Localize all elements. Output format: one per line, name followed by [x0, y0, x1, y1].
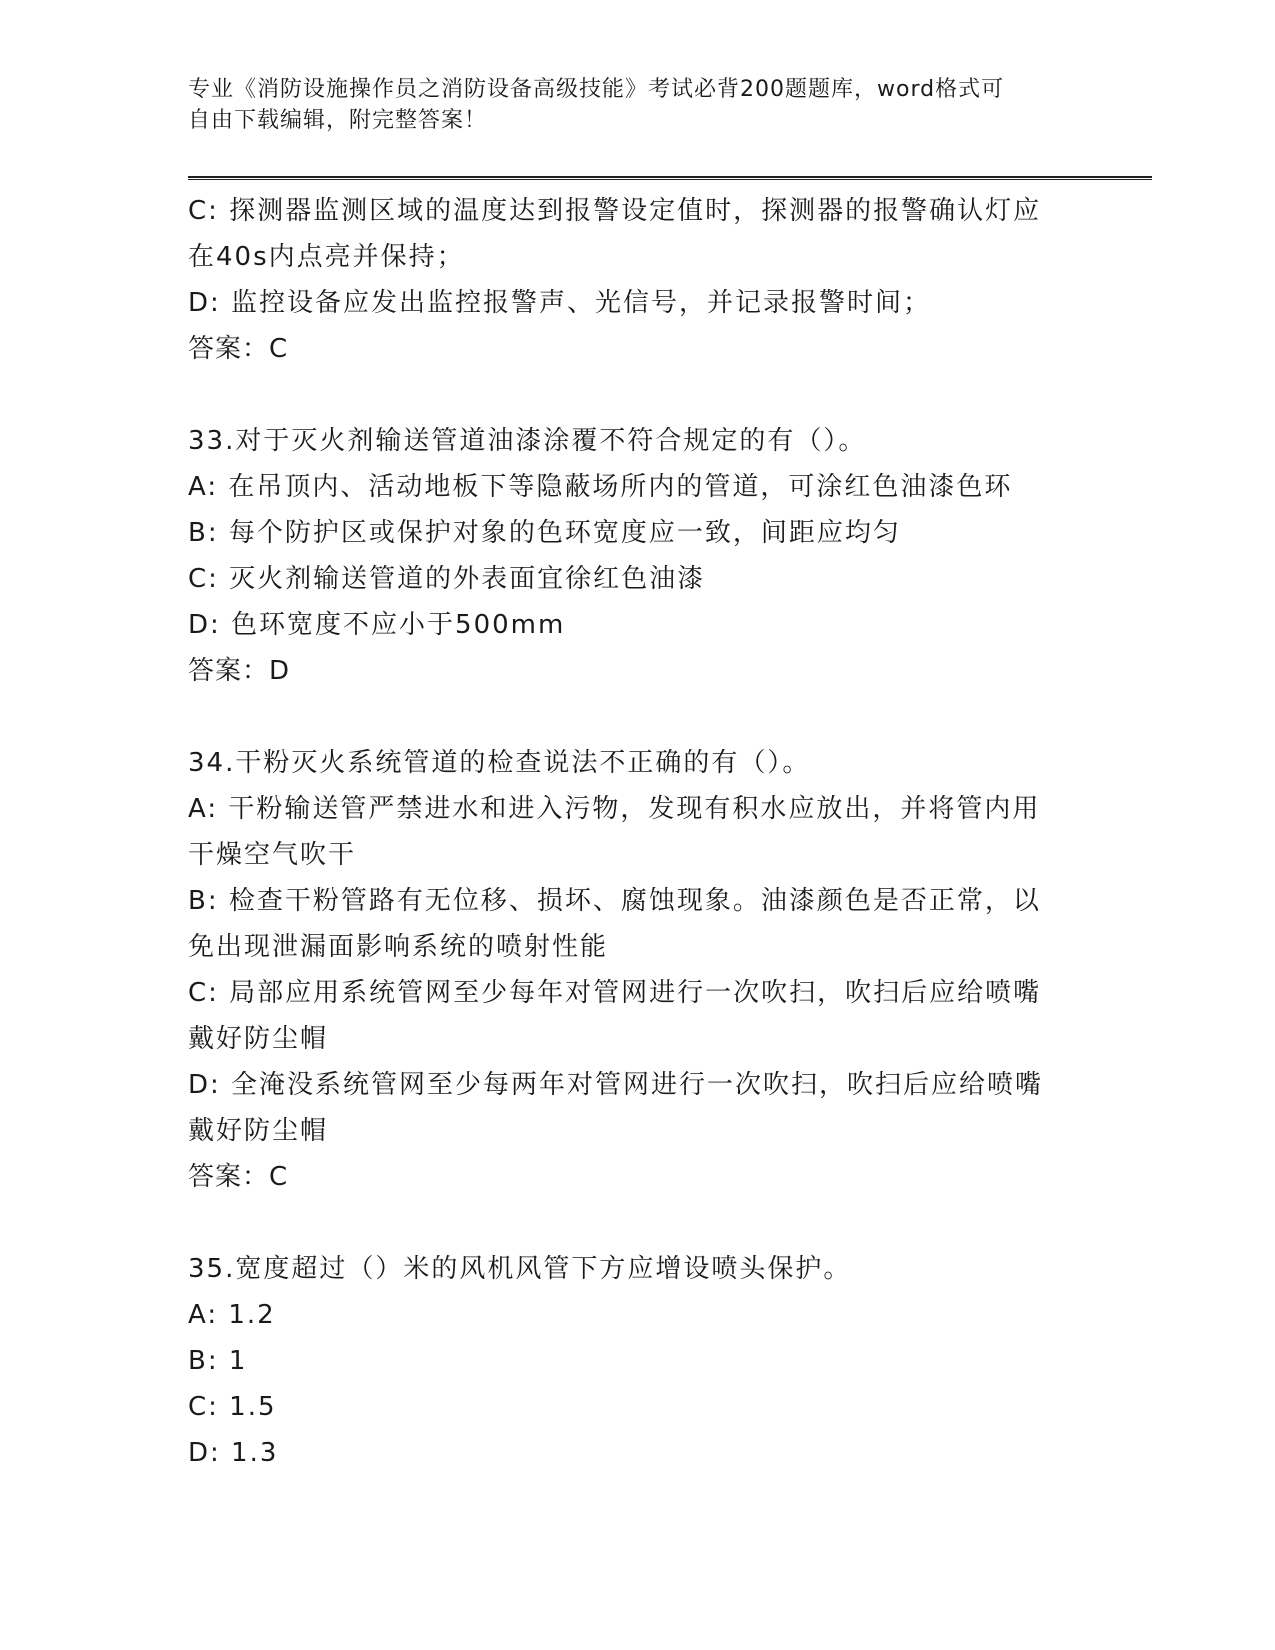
spacer — [188, 372, 1088, 418]
option-c: C: 灭火剂输送管道的外表面宜徐红色油漆 — [188, 564, 706, 594]
option-c-line-1: C: 局部应用系统管网至少每年对管网进行一次吹扫，吹扫后应给喷嘴 — [188, 978, 1042, 1008]
option-d: D: 色环宽度不应小于500mm — [188, 610, 566, 640]
option-d: D: 监控设备应发出监控报警声、光信号，并记录报警时间； — [188, 288, 932, 318]
spacer — [188, 694, 1088, 740]
option-c: C: 1.5 — [188, 1392, 277, 1422]
option-b: B: 每个防护区或保护对象的色环宽度应一致，间距应均匀 — [188, 518, 901, 548]
question-list — [188, 188, 1088, 1476]
option-b-line-1: B: 检查干粉管路有无位移、损坏、腐蚀现象。油漆颜色是否正常，以 — [188, 886, 1041, 916]
question-block-prev — [188, 188, 1088, 372]
question-block-34 — [188, 740, 1088, 1200]
option-a-line-2: 干燥空气吹干 — [188, 840, 357, 870]
option-d: D: 1.3 — [188, 1438, 279, 1468]
option-d-line-2: 戴好防尘帽 — [188, 1116, 329, 1146]
answer: 答案：D — [188, 656, 291, 686]
answer: 答案：C — [188, 334, 289, 364]
answer: 答案：C — [188, 1162, 289, 1192]
question-block-35 — [188, 1246, 1088, 1476]
option-a-line-1: A: 干粉输送管严禁进水和进入污物，发现有积水应放出，并将管内用 — [188, 794, 1041, 824]
question-text: 34.干粉灭火系统管道的检查说法不正确的有（）。 — [188, 748, 811, 778]
option-a: A: 1.2 — [188, 1300, 276, 1330]
option-c-line-1: C: 探测器监测区域的温度达到报警设定值时，探测器的报警确认灯应 — [188, 196, 1042, 226]
option-c-line-2: 戴好防尘帽 — [188, 1024, 329, 1054]
header-line-1: 专业《消防设施操作员之消防设备高级技能》考试必背200题题库，word格式可 — [188, 77, 1005, 102]
option-b-line-2: 免出现泄漏面影响系统的喷射性能 — [188, 932, 609, 962]
header-line-2: 自由下载编辑，附完整答案！ — [188, 108, 488, 133]
option-a: A: 在吊顶内、活动地板下等隐蔽场所内的管道，可涂红色油漆色环 — [188, 472, 1013, 502]
question-text: 35.宽度超过（）米的风机风管下方应增设喷头保护。 — [188, 1254, 852, 1284]
option-d-line-1: D: 全淹没系统管网至少每两年对管网进行一次吹扫，吹扫后应给喷嘴 — [188, 1070, 1044, 1100]
question-text: 33.对于灭火剂输送管道油漆涂覆不符合规定的有（）。 — [188, 426, 867, 456]
spacer — [188, 1200, 1088, 1246]
option-c-line-2: 在40s内点亮并保持； — [188, 242, 465, 272]
header-divider — [188, 176, 1152, 180]
option-b: B: 1 — [188, 1346, 248, 1376]
question-block-33 — [188, 418, 1088, 694]
document-header — [188, 74, 1068, 136]
